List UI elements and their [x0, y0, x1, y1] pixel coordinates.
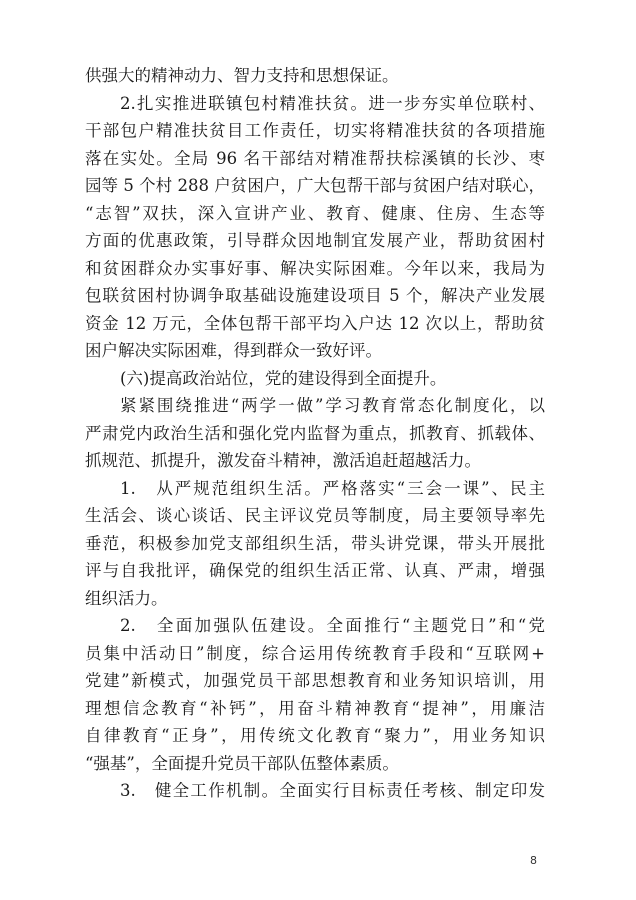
text-line: 严肃党内政治生活和强化党内监督为重点，抓教育、抓载体、 — [85, 423, 545, 443]
text-line: “志智”双扶，深入宣讲产业、教育、健康、住房、生态等 — [85, 203, 545, 223]
text-line: 2.扎实推进联镇包村精准扶贫。进一步夯实单位联村、 — [120, 93, 545, 113]
text-line: 供强大的精神动力、智力支持和思想保证。 — [85, 66, 399, 85]
text-line: 和贫困群众办实事好事、解决实际困难。今年以来，我局为 — [85, 258, 545, 278]
text-line: 方面的优惠政策，引导群众因地制宜发展产业，帮助贫困村 — [85, 231, 545, 250]
text-line: 干部包户精准扶贫目工作责任，切实将精准扶贫的各项措施 — [85, 121, 545, 140]
text-line: 员集中活动日”制度，综合运用传统教育手段和“互联网+ — [85, 643, 545, 663]
text-line: 紧紧围绕推进“两学一做”学习教育常态化制度化，以 — [120, 396, 545, 415]
text-line: 自律教育“正身”，用传统文化教育“聚力”，用业务知识 — [85, 726, 545, 745]
text-line: 落在实处。全局 96 名干部结对精准帮扶棕溪镇的长沙、枣 — [85, 148, 545, 168]
text-line: 抓规范、抓提升，激发奋斗精神，激活追赶超越活力。 — [85, 451, 481, 470]
text-line: 党建”新模式，加强党员干部思想教育和业务知识培训，用 — [85, 671, 545, 690]
text-line: 垂范，积极参加党支部组织生活，带头讲党课，带头开展批 — [85, 533, 545, 553]
text-line: 资金 12 万元，全体包帮干部平均入户达 12 次以上，帮助贫 — [85, 313, 545, 333]
text-line: 生活会、谈心谈话、民主评议党员等制度，局主要领导率先 — [85, 506, 545, 525]
text-line: 包联贫困村协调争取基础设施建设项目 5 个，解决产业发展 — [85, 286, 545, 305]
text-line: 组织活力。 — [85, 588, 168, 608]
text-line: 理想信念教育“补钙”，用奋斗精神教育“提神”，用廉洁 — [85, 698, 545, 718]
text-line: 园等 5 个村 288 户贫困户，广大包帮干部与贫困户结对联心， — [85, 176, 545, 195]
section-heading: (六)提高政治站位，党的建设得到全面提升。 — [120, 368, 447, 388]
text-line: 困户解决实际困难，得到群众一致好评。 — [85, 341, 382, 360]
text-line: 1. 从严规范组织生活。严格落实“三会一课”、民主 — [120, 478, 545, 498]
text-line: “强基”，全面提升党员干部队伍整体素质。 — [85, 753, 399, 773]
text-line: 评与自我批评，确保党的组织生活正常、认真、严肃，增强 — [85, 561, 545, 580]
text-line: 3. 健全工作机制。全面实行目标责任考核、制定印发 — [120, 781, 545, 800]
text-line: 2. 全面加强队伍建设。全面推行“主题党日”和“党 — [120, 616, 545, 635]
page-number: 8 — [530, 854, 537, 867]
